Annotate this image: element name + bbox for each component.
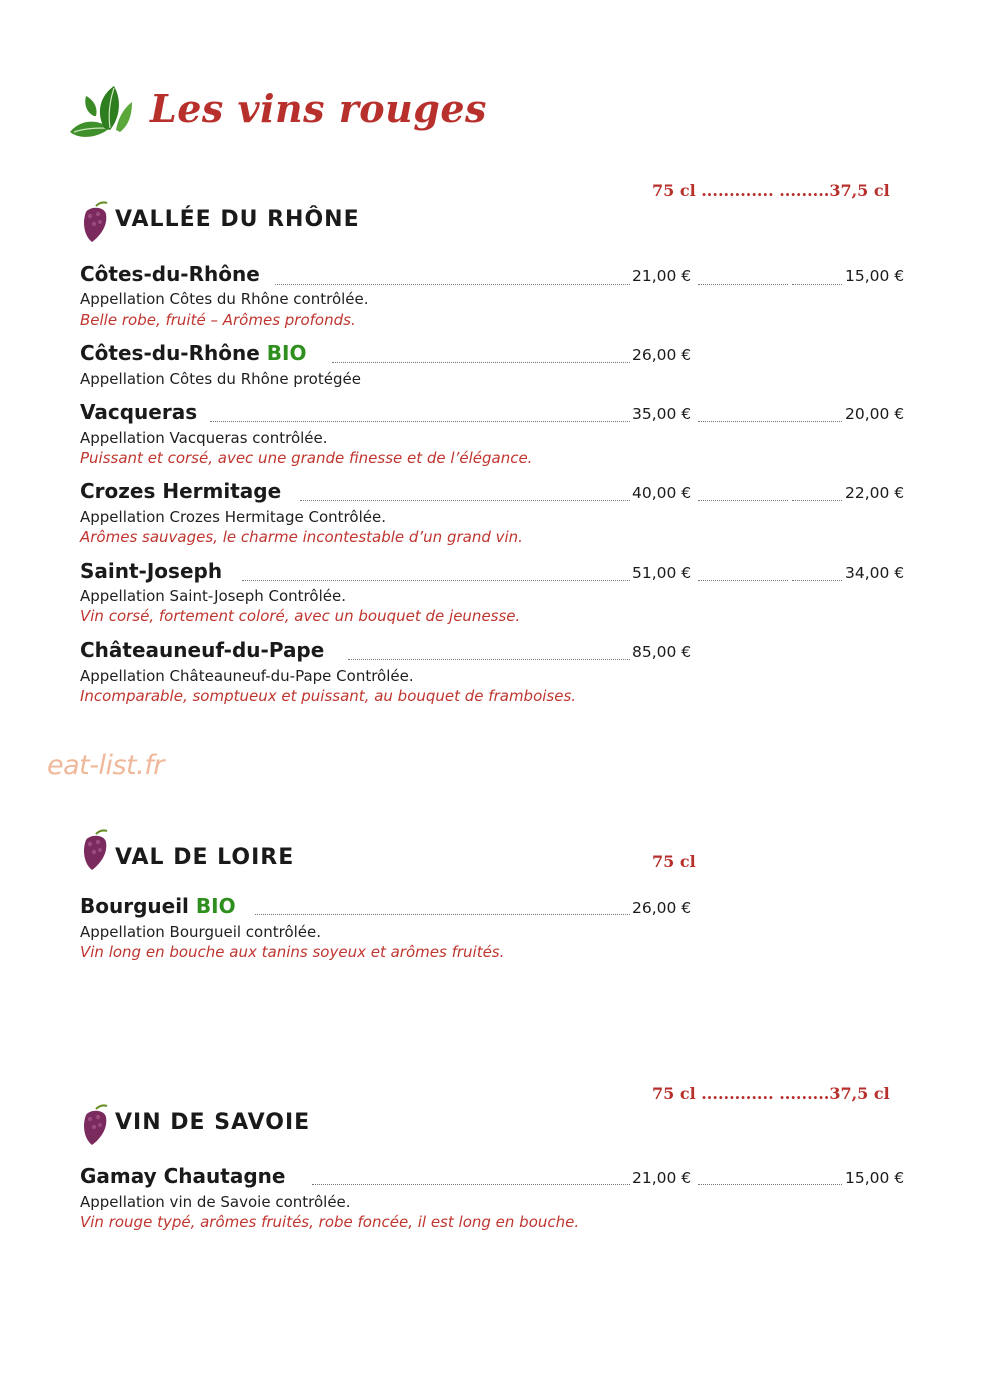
price-75cl: 26,00 €: [632, 899, 692, 917]
wine-name: Crozes Hermitage: [80, 479, 282, 503]
page-title: Les vins rouges: [150, 86, 487, 131]
wine-name: Châteauneuf-du-Pape: [80, 638, 325, 662]
wine-appellation: Appellation Bourgueil contrôlée.: [80, 923, 322, 941]
wine-name: Bourgueil BIO: [80, 894, 236, 918]
bio-badge: BIO: [195, 894, 236, 918]
size-header: 75 cl: [652, 852, 696, 871]
wine-appellation: Appellation Châteauneuf-du-Pape Contrôlée.: [80, 667, 414, 685]
price-75cl: 21,00 €: [632, 1169, 692, 1187]
price-37cl: 15,00 €: [845, 267, 905, 285]
grape-icon: [80, 1103, 110, 1147]
wine-appellation: Appellation Côtes du Rhône protégée: [80, 370, 361, 388]
wine-appellation: Appellation Saint-Joseph Contrôlée.: [80, 587, 346, 605]
wine-name: Vacqueras: [80, 400, 198, 424]
price-37cl: 15,00 €: [845, 1169, 905, 1187]
price-75cl: 51,00 €: [632, 564, 692, 582]
wine-description: Incomparable, somptueux et puissant, au bouquet de framboises.: [80, 687, 577, 705]
price-75cl: 85,00 €: [632, 643, 692, 661]
wine-description: Vin rouge typé, arômes fruités, robe foncée, il est long en bouche.: [80, 1213, 580, 1231]
section-title-loire: VAL DE LOIRE: [115, 845, 295, 870]
section-title-rhone: VALLÉE DU RHÔNE: [115, 207, 360, 232]
section-title-savoie: VIN DE SAVOIE: [115, 1110, 311, 1135]
wine-name: Côtes-du-Rhône: [80, 262, 260, 286]
wine-name: Gamay Chautagne: [80, 1164, 286, 1188]
watermark: eat-list.fr: [47, 750, 164, 781]
price-75cl: 40,00 €: [632, 484, 692, 502]
grape-icon: [80, 200, 110, 244]
price-37cl: 22,00 €: [845, 484, 905, 502]
wine-appellation: Appellation Côtes du Rhône contrôlée.: [80, 290, 369, 308]
wine-description: Belle robe, fruité – Arômes profonds.: [80, 311, 356, 329]
grape-icon: [80, 828, 110, 872]
wine-appellation: Appellation Vacqueras contrôlée.: [80, 429, 328, 447]
price-75cl: 35,00 €: [632, 405, 692, 423]
wine-description: Arômes sauvages, le charme incontestable d’un grand vin.: [80, 528, 523, 546]
price-75cl: 21,00 €: [632, 267, 692, 285]
size-header: 75 cl ............. .........37,5 cl: [652, 181, 890, 200]
wine-name: Côtes-du-Rhône BIO: [80, 341, 307, 365]
wine-description: Puissant et corsé, avec une grande finesse et de l’élégance.: [80, 449, 533, 467]
wine-name: Saint-Joseph: [80, 559, 223, 583]
bio-badge: BIO: [266, 341, 307, 365]
leaf-icon: [66, 82, 136, 142]
wine-description: Vin corsé, fortement coloré, avec un bouquet de jeunesse.: [80, 607, 521, 625]
price-37cl: 34,00 €: [845, 564, 905, 582]
price-75cl: 26,00 €: [632, 346, 692, 364]
wine-appellation: Appellation vin de Savoie contrôlée.: [80, 1193, 351, 1211]
wine-description: Vin long en bouche aux tanins soyeux et arômes fruités.: [80, 943, 505, 961]
wine-appellation: Appellation Crozes Hermitage Contrôlée.: [80, 508, 386, 526]
size-header: 75 cl ............. .........37,5 cl: [652, 1084, 890, 1103]
price-37cl: 20,00 €: [845, 405, 905, 423]
